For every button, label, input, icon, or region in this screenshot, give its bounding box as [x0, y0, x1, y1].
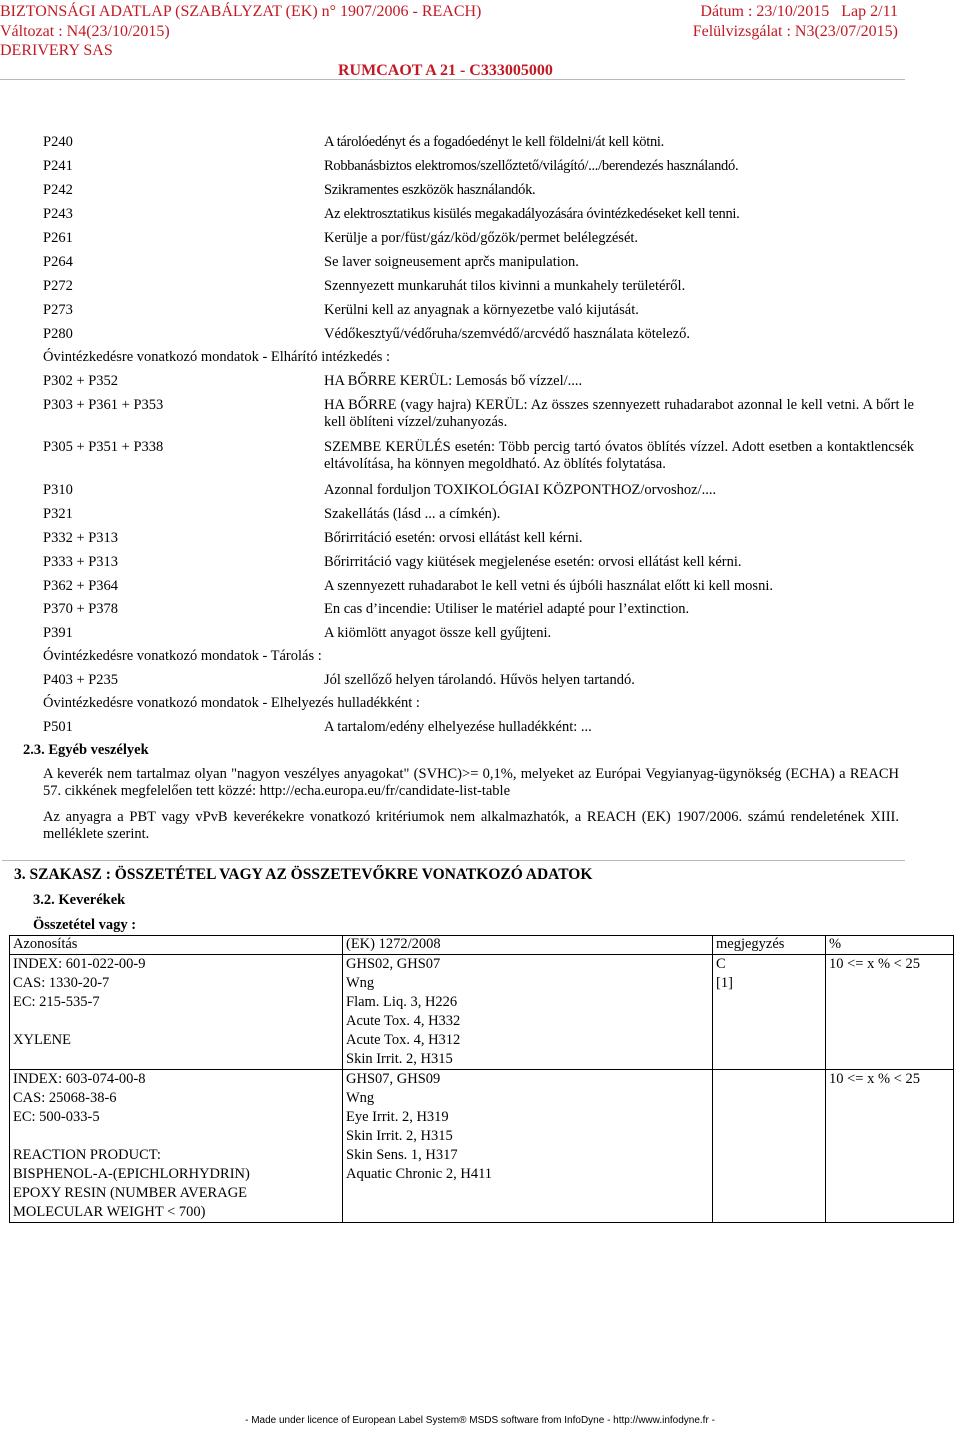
other-hazards-title: 2.3. Egyéb veszélyek — [23, 742, 149, 758]
product-name: RUMCAOT A 21 - C333005000 — [338, 62, 553, 79]
statement-code: P240 — [43, 134, 73, 150]
statement-code: P310 — [43, 482, 73, 498]
cell-percent — [826, 1070, 954, 1223]
storage-section-title: Óvintézkedésre vonatkozó mondatok - Tárolás : — [43, 648, 322, 664]
cell-line: Wng — [346, 975, 375, 991]
cell-line — [13, 1127, 339, 1146]
cell-identification — [10, 955, 343, 1070]
statement-text: Se laver soigneusement aprčs manipulation. — [324, 254, 579, 270]
statement-code: P391 — [43, 625, 73, 641]
cell-line — [13, 1012, 339, 1031]
version-label: Változat : N4(23/10/2015) — [0, 23, 170, 40]
header-divider — [0, 79, 905, 80]
statement-text: HA BŐRRE KERÜL: Lemosás bő vízzel/.... — [324, 373, 583, 389]
cell-line: 10 <= x % < 25 — [829, 956, 920, 972]
statement-code: P261 — [43, 230, 73, 246]
cell-line: MOLECULAR WEIGHT < 700) — [13, 1204, 206, 1220]
statement-text: SZEMBE KERÜLÉS esetén: Több percig tartó óvatos öblítés vízzel. Adott esetben a kontaktlencsék eltávolítása, ha könnyen megoldható. Az öblítés folytatása. — [324, 439, 914, 472]
statement-code: P305 + P351 + P338 — [43, 439, 164, 455]
table-row — [10, 1070, 954, 1223]
statement-text: En cas d’incendie: Utiliser le matériel adapté pour l’extinction. — [324, 601, 690, 617]
cell-line: GHS07, GHS09 — [346, 1071, 441, 1087]
cell-line: Flam. Liq. 3, H226 — [346, 994, 458, 1010]
statement-code: P303 + P361 + P353 — [43, 397, 164, 413]
statement-code: P242 — [43, 182, 73, 198]
cell-line: BISPHENOL-A-(EPICHLORHYDRIN) — [13, 1166, 250, 1182]
statement-code: P243 — [43, 206, 73, 222]
svhc-paragraph: A keverék nem tartalmaz olyan "nagyon veszélyes anyagokat" (SVHC)>= 0,1%, melyeket az Európai Vegyianyag-ügynökség (ECHA) a REACH 57. cikkének megfelelően tett közzé: http://echa.europa.eu/fr/candidate-list-table — [43, 766, 899, 799]
company-name: DERIVERY SAS — [0, 42, 113, 59]
cell-line: INDEX: 601-022-00-9 — [13, 956, 146, 972]
statement-code: P321 — [43, 506, 73, 522]
header-identification: Azonosítás — [10, 936, 343, 955]
statement-code: P272 — [43, 278, 73, 294]
cell-line: Acute Tox. 4, H312 — [346, 1032, 461, 1048]
mixtures-subtitle: 3.2. Keverékek — [33, 892, 126, 908]
cell-clp — [343, 1070, 713, 1223]
statement-text: Az elektrosztatikus kisülés megakadályozására óvintézkedéseket kell tenni. — [324, 206, 740, 222]
composition-table — [9, 935, 954, 1223]
cell-line: Skin Irrit. 2, H315 — [346, 1051, 453, 1067]
cell-line: Aquatic Chronic 2, H411 — [346, 1166, 493, 1182]
disposal-section-title: Óvintézkedésre vonatkozó mondatok - Elhelyezés hulladékként : — [43, 695, 420, 711]
cell-line: Skin Irrit. 2, H315 — [346, 1128, 453, 1144]
composition-label: Összetétel vagy : — [33, 917, 137, 933]
statement-code: P302 + P352 — [43, 373, 119, 389]
statement-text: Szennyezett munkaruhát tilos kivinni a munkahely területéről. — [324, 278, 686, 294]
cell-line: [1] — [716, 975, 733, 991]
statement-text: Kerülje a por/füst/gáz/köd/gőzök/permet belélegzését. — [324, 230, 639, 246]
statement-code: P280 — [43, 326, 73, 342]
cell-line: Wng — [346, 1090, 375, 1106]
cell-line: Skin Sens. 1, H317 — [346, 1147, 458, 1163]
header-note: megjegyzés — [713, 936, 826, 955]
statement-code: P501 — [43, 719, 73, 735]
table-row — [10, 955, 954, 1070]
statement-text: Azonnal forduljon TOXIKOLÓGIAI KÖZPONTHOZ/orvoshoz/.... — [324, 482, 717, 498]
cell-line: EC: 215-535-7 — [13, 994, 100, 1010]
statement-code: P273 — [43, 302, 73, 318]
cell-line: EPOXY RESIN (NUMBER AVERAGE — [13, 1185, 248, 1201]
cell-line: EC: 500-033-5 — [13, 1109, 100, 1125]
statement-code: P362 + P364 — [43, 578, 119, 594]
statement-text: Jól szellőző helyen tárolandó. Hűvös helyen tartandó. — [324, 672, 635, 688]
statement-text: A szennyezett ruhadarabot le kell vetni és újbóli használat előtt ki kell mosni. — [324, 578, 773, 594]
cell-line: 10 <= x % < 25 — [829, 1071, 920, 1087]
statement-text: A tartalom/edény elhelyezése hulladékként: ... — [324, 719, 592, 735]
cell-line: Eye Irrit. 2, H319 — [346, 1109, 449, 1125]
statement-text: Robbanásbiztos elektromos/szellőztető/világító/.../berendezés használandó. — [324, 158, 739, 174]
statement-text: Szikramentes eszközök használandók. — [324, 182, 536, 198]
cell-clp — [343, 955, 713, 1070]
cell-percent — [826, 955, 954, 1070]
statement-text: Védőkesztyű/védőruha/szemvédő/arcvédő használata kötelező. — [324, 326, 690, 342]
cell-line: CAS: 25068-38-6 — [13, 1090, 117, 1106]
cell-line: CAS: 1330-20-7 — [13, 975, 110, 991]
statement-text: A kiömlött anyagot össze kell gyűjteni. — [324, 625, 552, 641]
statement-text: HA BŐRRE (vagy hajra) KERÜL: Az összes szennyezett ruhadarabot azonnal le kell vetni. A bőrt le kell öblíteni vízzel/zuhanyozás. — [324, 397, 914, 430]
date-page-label: Dátum : 23/10/2015 Lap 2/11 — [700, 3, 898, 20]
statement-text: A tárolóedényt és a fogadóedényt le kell földelni/át kell kötni. — [324, 134, 664, 150]
statement-code: P370 + P378 — [43, 601, 119, 617]
cell-note — [713, 955, 826, 1070]
statement-text: Bőrirritáció vagy kiütések megjelenése esetén: orvosi ellátást kell kérni. — [324, 554, 742, 570]
cell-line: REACTION PRODUCT: — [13, 1147, 161, 1163]
statement-code: P332 + P313 — [43, 530, 119, 546]
cell-note — [713, 1070, 826, 1223]
cell-identification — [10, 1070, 343, 1223]
response-section-title: Óvintézkedésre vonatkozó mondatok - Elhárító intézkedés : — [43, 349, 391, 365]
statement-text: Szakellátás (lásd ... a címkén). — [324, 506, 501, 522]
cell-line: INDEX: 603-074-00-8 — [13, 1071, 146, 1087]
statement-text: Bőrirritáció esetén: orvosi ellátást kell kérni. — [324, 530, 583, 546]
statement-text: Kerülni kell az anyagnak a környezetbe való kijutását. — [324, 302, 639, 318]
header-clp: (EK) 1272/2008 — [343, 936, 713, 955]
statement-code: P264 — [43, 254, 73, 270]
section-3-title: 3. SZAKASZ : ÖSSZETÉTEL VAGY AZ ÖSSZETEVŐKRE VONATKOZÓ ADATOK — [14, 866, 593, 883]
cell-line: GHS02, GHS07 — [346, 956, 441, 972]
statement-code: P403 + P235 — [43, 672, 119, 688]
footer-credit: - Made under licence of European Label System® MSDS software from InfoDyne - http://www.infodyne.fr - — [245, 1415, 715, 1426]
statement-code: P333 + P313 — [43, 554, 119, 570]
pbt-paragraph: Az anyagra a PBT vagy vPvB keverékekre vonatkozó kritériumok nem alkalmazhatók, a REACH (EK) 1907/2006. számú rendeletének XIII. melléklete szerint. — [43, 809, 899, 842]
document-title: BIZTONSÁGI ADATLAP (SZABÁLYZAT (EK) n° 1907/2006 - REACH) — [0, 3, 482, 20]
statement-code: P241 — [43, 158, 73, 174]
cell-line: XYLENE — [13, 1032, 71, 1048]
cell-line: C — [716, 956, 726, 972]
header-percent: % — [826, 936, 954, 955]
table-header-row — [10, 936, 954, 955]
revision-label: Felülvizsgálat : N3(23/07/2015) — [692, 23, 898, 40]
cell-line: Acute Tox. 4, H332 — [346, 1013, 461, 1029]
section-divider — [2, 860, 905, 861]
